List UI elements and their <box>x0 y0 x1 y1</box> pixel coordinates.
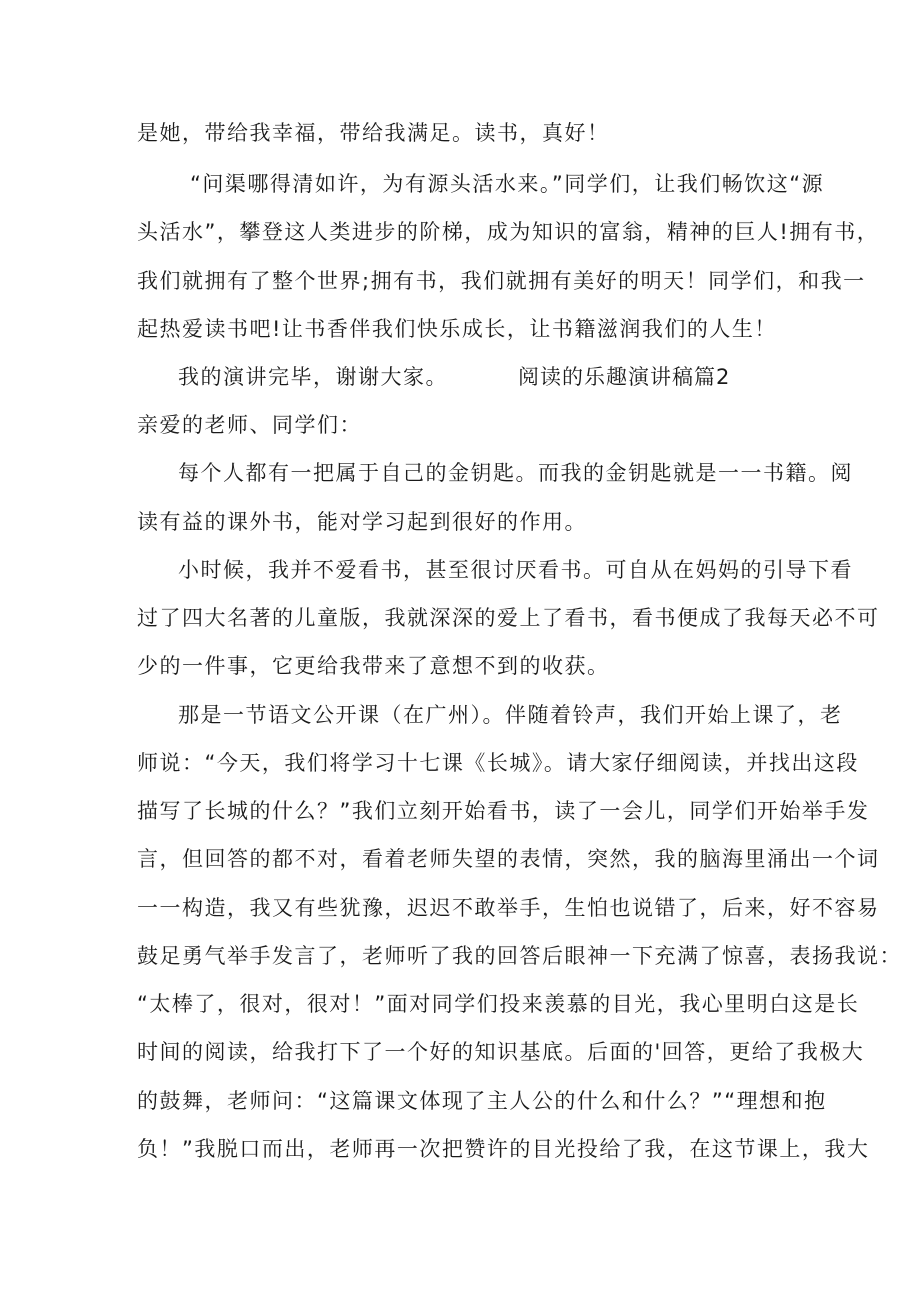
speech-title: 阅读的乐趣演讲稿篇2 <box>518 365 731 389</box>
greeting-line: 亲爱的老师、同学们： <box>137 413 362 437</box>
text-line-11: 小时候，我并不爱看书，甚至很讨厌看书。可自从在妈妈的引导下看 <box>178 558 853 582</box>
text-line-14: 那是一节语文公开课（在广州）。伴随着铃声，我们开始上课了，老 <box>178 703 843 727</box>
text-line-3: 头活水”，攀登这人类进步的阶梯，成为知识的富翁，精神的巨人!拥有书， <box>137 220 880 244</box>
text-line-22: 的鼓舞，老师问：“这篇课文体现了主人公的什么和什么？”“理想和抱 <box>137 1089 827 1113</box>
text-line-16: 描写了长城的什么？”我们立刻开始看书，读了一会儿，同学们开始举手发 <box>137 799 870 823</box>
closing-line <box>178 362 730 392</box>
text-line-18: 一一构造，我又有些犹豫，迟迟不敢举手，生怕也说错了，后来，好不容易 <box>137 896 880 920</box>
text-line-4: 我们就拥有了整个世界;拥有书，我们就拥有美好的明天！同学们，和我一 <box>137 269 866 293</box>
text-line-20: “太棒了，很对，很对！”面对同学们投来羡慕的目光，我心里明白这是长 <box>137 992 860 1016</box>
text-line-1: 是她，带给我幸福，带给我满足。读书，真好！ <box>137 121 610 145</box>
text-line-10: 读有益的课外书，能对学习起到很好的作用。 <box>137 510 587 534</box>
closing-text: 我的演讲完毕，谢谢大家。 <box>178 365 448 389</box>
text-line-17: 言，但回答的都不对，看着老师失望的表情，突然，我的脑海里涌出一个词 <box>137 847 880 871</box>
text-line-15: 师说：“今天，我们将学习十七课《长城》。请大家仔细阅读，并找出这段 <box>137 751 859 775</box>
text-line-9: 每个人都有一把属于自己的金钥匙。而我的金钥匙就是一一书籍。阅 <box>178 461 853 485</box>
text-line-19: 鼓足勇气举手发言了，老师听了我的回答后眼神一下充满了惊喜，表扬我说： <box>137 944 902 968</box>
text-line-5: 起热爱读书吧!让书香伴我们快乐成长，让书籍滋润我们的人生！ <box>137 317 777 341</box>
text-line-23: 负！”我脱口而出，老师再一次把赞许的目光投给了我，在这节课上，我大 <box>137 1137 870 1161</box>
text-line-21: 时间的阅读，给我打下了一个好的知识基底。后面的'回答，更给了我极大 <box>137 1040 865 1064</box>
text-line-12: 过了四大名著的儿童版，我就深深的爱上了看书，看书便成了我每天必不可 <box>137 606 880 630</box>
text-line-13: 少的一件事，它更给我带来了意想不到的收获。 <box>137 654 610 678</box>
text-line-2: “问渠哪得清如许，为有源头活水来。”同学们，让我们畅饮这“源 <box>190 172 825 196</box>
